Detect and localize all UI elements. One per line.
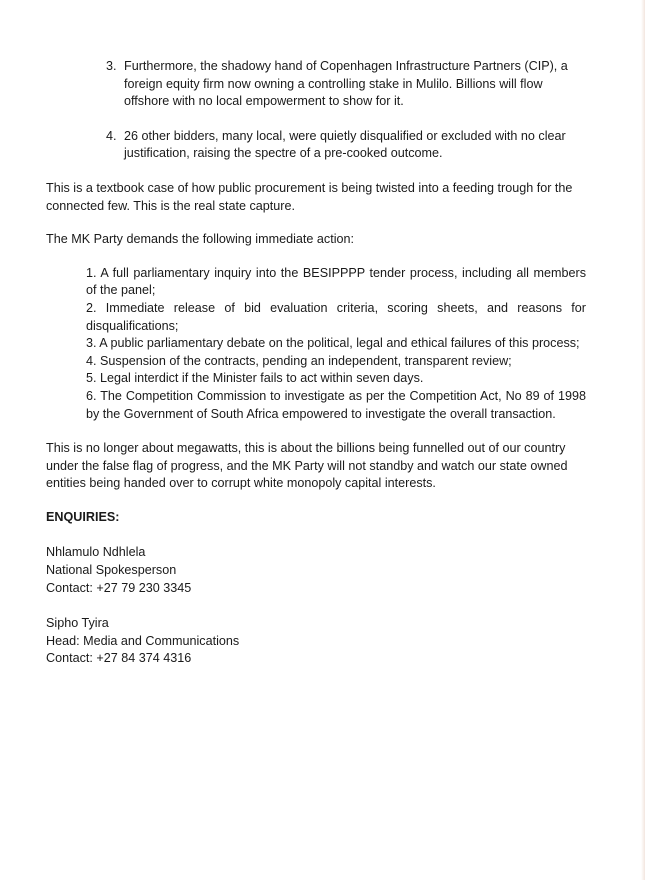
contact-phone: Contact: +27 84 374 4316: [46, 651, 192, 666]
list-item-number: 3.: [106, 59, 117, 73]
demand-item: 3. A public parliamentary debate on the political, legal and ethical failures of this process;: [86, 336, 580, 351]
demands-list: [86, 265, 586, 423]
contact-name: Nhlamulo Ndhlela: [46, 545, 146, 560]
demand-item: 6. The Competition Commission to investigate as per the Competition Act, No 89 of 1998 by the Government of South Africa empowered to investigate the overall transaction.: [86, 388, 586, 421]
demand-item: 5. Legal interdict if the Minister fails to act within seven days.: [86, 371, 424, 386]
numbered-list: [46, 58, 586, 163]
paragraph-demands-intro: The MK Party demands the following immediate action:: [46, 232, 354, 247]
contact-title: National Spokesperson: [46, 563, 177, 578]
list-item-text: 26 other bidders, many local, were quietly disqualified or excluded with no clear justification, raising the spectre of a pre-cooked outcome.: [124, 128, 566, 161]
contact-name: Sipho Tyira: [46, 616, 109, 631]
contact-card: [46, 544, 586, 597]
paragraph-closing: This is no longer about megawatts, this is about the billions being funnelled out of our country under the false flag of progress, and the MK Party will not standby and watch our state owned entities being handed over to corrupt white monopoly capital interests.: [46, 441, 568, 491]
contact-card: [46, 615, 586, 668]
list-item: [106, 58, 586, 111]
enquiries-heading: ENQUIRIES:: [46, 509, 120, 524]
demand-item: 1. A full parliamentary inquiry into the BESIPPPP tender process, including all members of the panel;: [86, 265, 586, 298]
document-body: [46, 58, 586, 686]
list-item-number: 4.: [106, 128, 117, 143]
paragraph-state-capture: This is a textbook case of how public procurement is being twisted into a feeding trough for the connected few. This is the real state capture.: [46, 180, 573, 213]
contact-phone: Contact: +27 79 230 3345: [46, 580, 192, 595]
contact-title: Head: Media and Communications: [46, 633, 240, 648]
demand-item: 2. Immediate release of bid evaluation criteria, scoring sheets, and reasons for disqualifications;: [86, 300, 586, 333]
list-item: [106, 128, 586, 163]
demand-item: 4. Suspension of the contracts, pending an independent, transparent review;: [86, 353, 512, 368]
page-edge: [641, 0, 645, 880]
list-item-text: Furthermore, the shadowy hand of Copenhagen Infrastructure Partners (CIP), a foreign equity firm now owning a controlling stake in Mulilo. Billions will flow offshore with no local empowerment to show for it.: [124, 59, 568, 109]
